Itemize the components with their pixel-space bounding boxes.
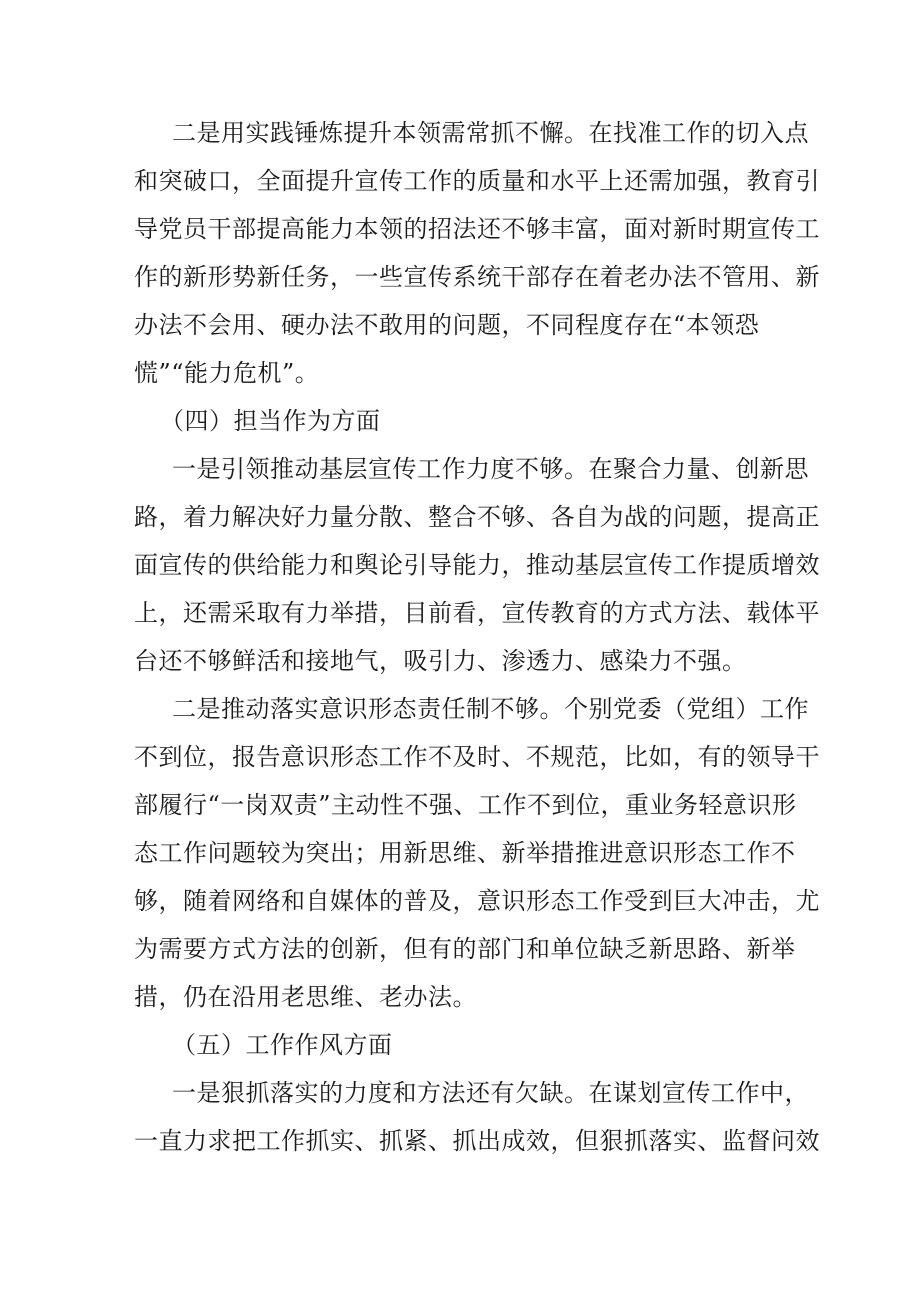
paragraph-3-line-4: 态工作问题较为突出；用新思维、新举措推进意识形态工作不 <box>134 839 796 867</box>
paragraph-1-line-1: 二是用实践锤炼提升本领需常抓不懈。在找准工作的切入点 <box>172 119 809 147</box>
paragraph-3-line-6: 为需要方式方法的创新，但有的部门和单位缺乏新思路、新举 <box>134 935 796 963</box>
paragraph-4-line-1: 一是狠抓落实的力度和方法还有欠缺。在谋划宣传工作中， <box>172 1079 809 1107</box>
paragraph-1-line-3: 导党员干部提高能力本领的招法还不够丰富，面对新时期宣传工 <box>134 215 820 243</box>
section-heading-4: （四）担当作为方面 <box>160 407 381 435</box>
paragraph-3-line-7: 措，仍在沿用老思维、老办法。 <box>134 983 477 1011</box>
paragraph-2-line-1: 一是引领推动基层宣传工作力度不够。在聚合力量、创新思 <box>172 455 809 483</box>
paragraph-2-line-3: 面宣传的供给能力和舆论引导能力，推动基层宣传工作提质增效 <box>134 551 820 579</box>
paragraph-1-line-6: 慌”“能力危机”。 <box>134 359 320 387</box>
paragraph-3-line-1: 二是推动落实意识形态责任制不够。个别党委（党组）工作 <box>172 695 809 723</box>
paragraph-2-line-2: 路，着力解决好力量分散、整合不够、各自为战的问题，提高正 <box>134 503 820 531</box>
paragraph-4-line-2: 一直力求把工作抓实、抓紧、抓出成效，但狠抓落实、监督问效 <box>134 1127 820 1155</box>
paragraph-3-line-3: 部履行“一岗双责”主动性不强、工作不到位，重业务轻意识形 <box>134 791 797 819</box>
paragraph-3-line-5: 够，随着网络和自媒体的普及，意识形态工作受到巨大冲击，尤 <box>134 887 820 915</box>
paragraph-1-line-2: 和突破口，全面提升宣传工作的质量和水平上还需加强，教育引 <box>134 167 820 195</box>
section-heading-5: （五）工作作风方面 <box>172 1031 393 1059</box>
paragraph-1-line-5: 办法不会用、硬办法不敢用的问题，不同程度存在“本领恐 <box>134 311 760 339</box>
paragraph-1-line-4: 作的新形势新任务，一些宣传系统干部存在着老办法不管用、新 <box>134 263 820 291</box>
paragraph-2-line-4: 上，还需采取有力举措，目前看，宣传教育的方式方法、载体平 <box>134 599 820 627</box>
paragraph-3-line-2: 不到位，报告意识形态工作不及时、不规范，比如，有的领导干 <box>134 743 820 771</box>
paragraph-2-line-5: 台还不够鲜活和接地气，吸引力、渗透力、感染力不强。 <box>134 647 747 675</box>
